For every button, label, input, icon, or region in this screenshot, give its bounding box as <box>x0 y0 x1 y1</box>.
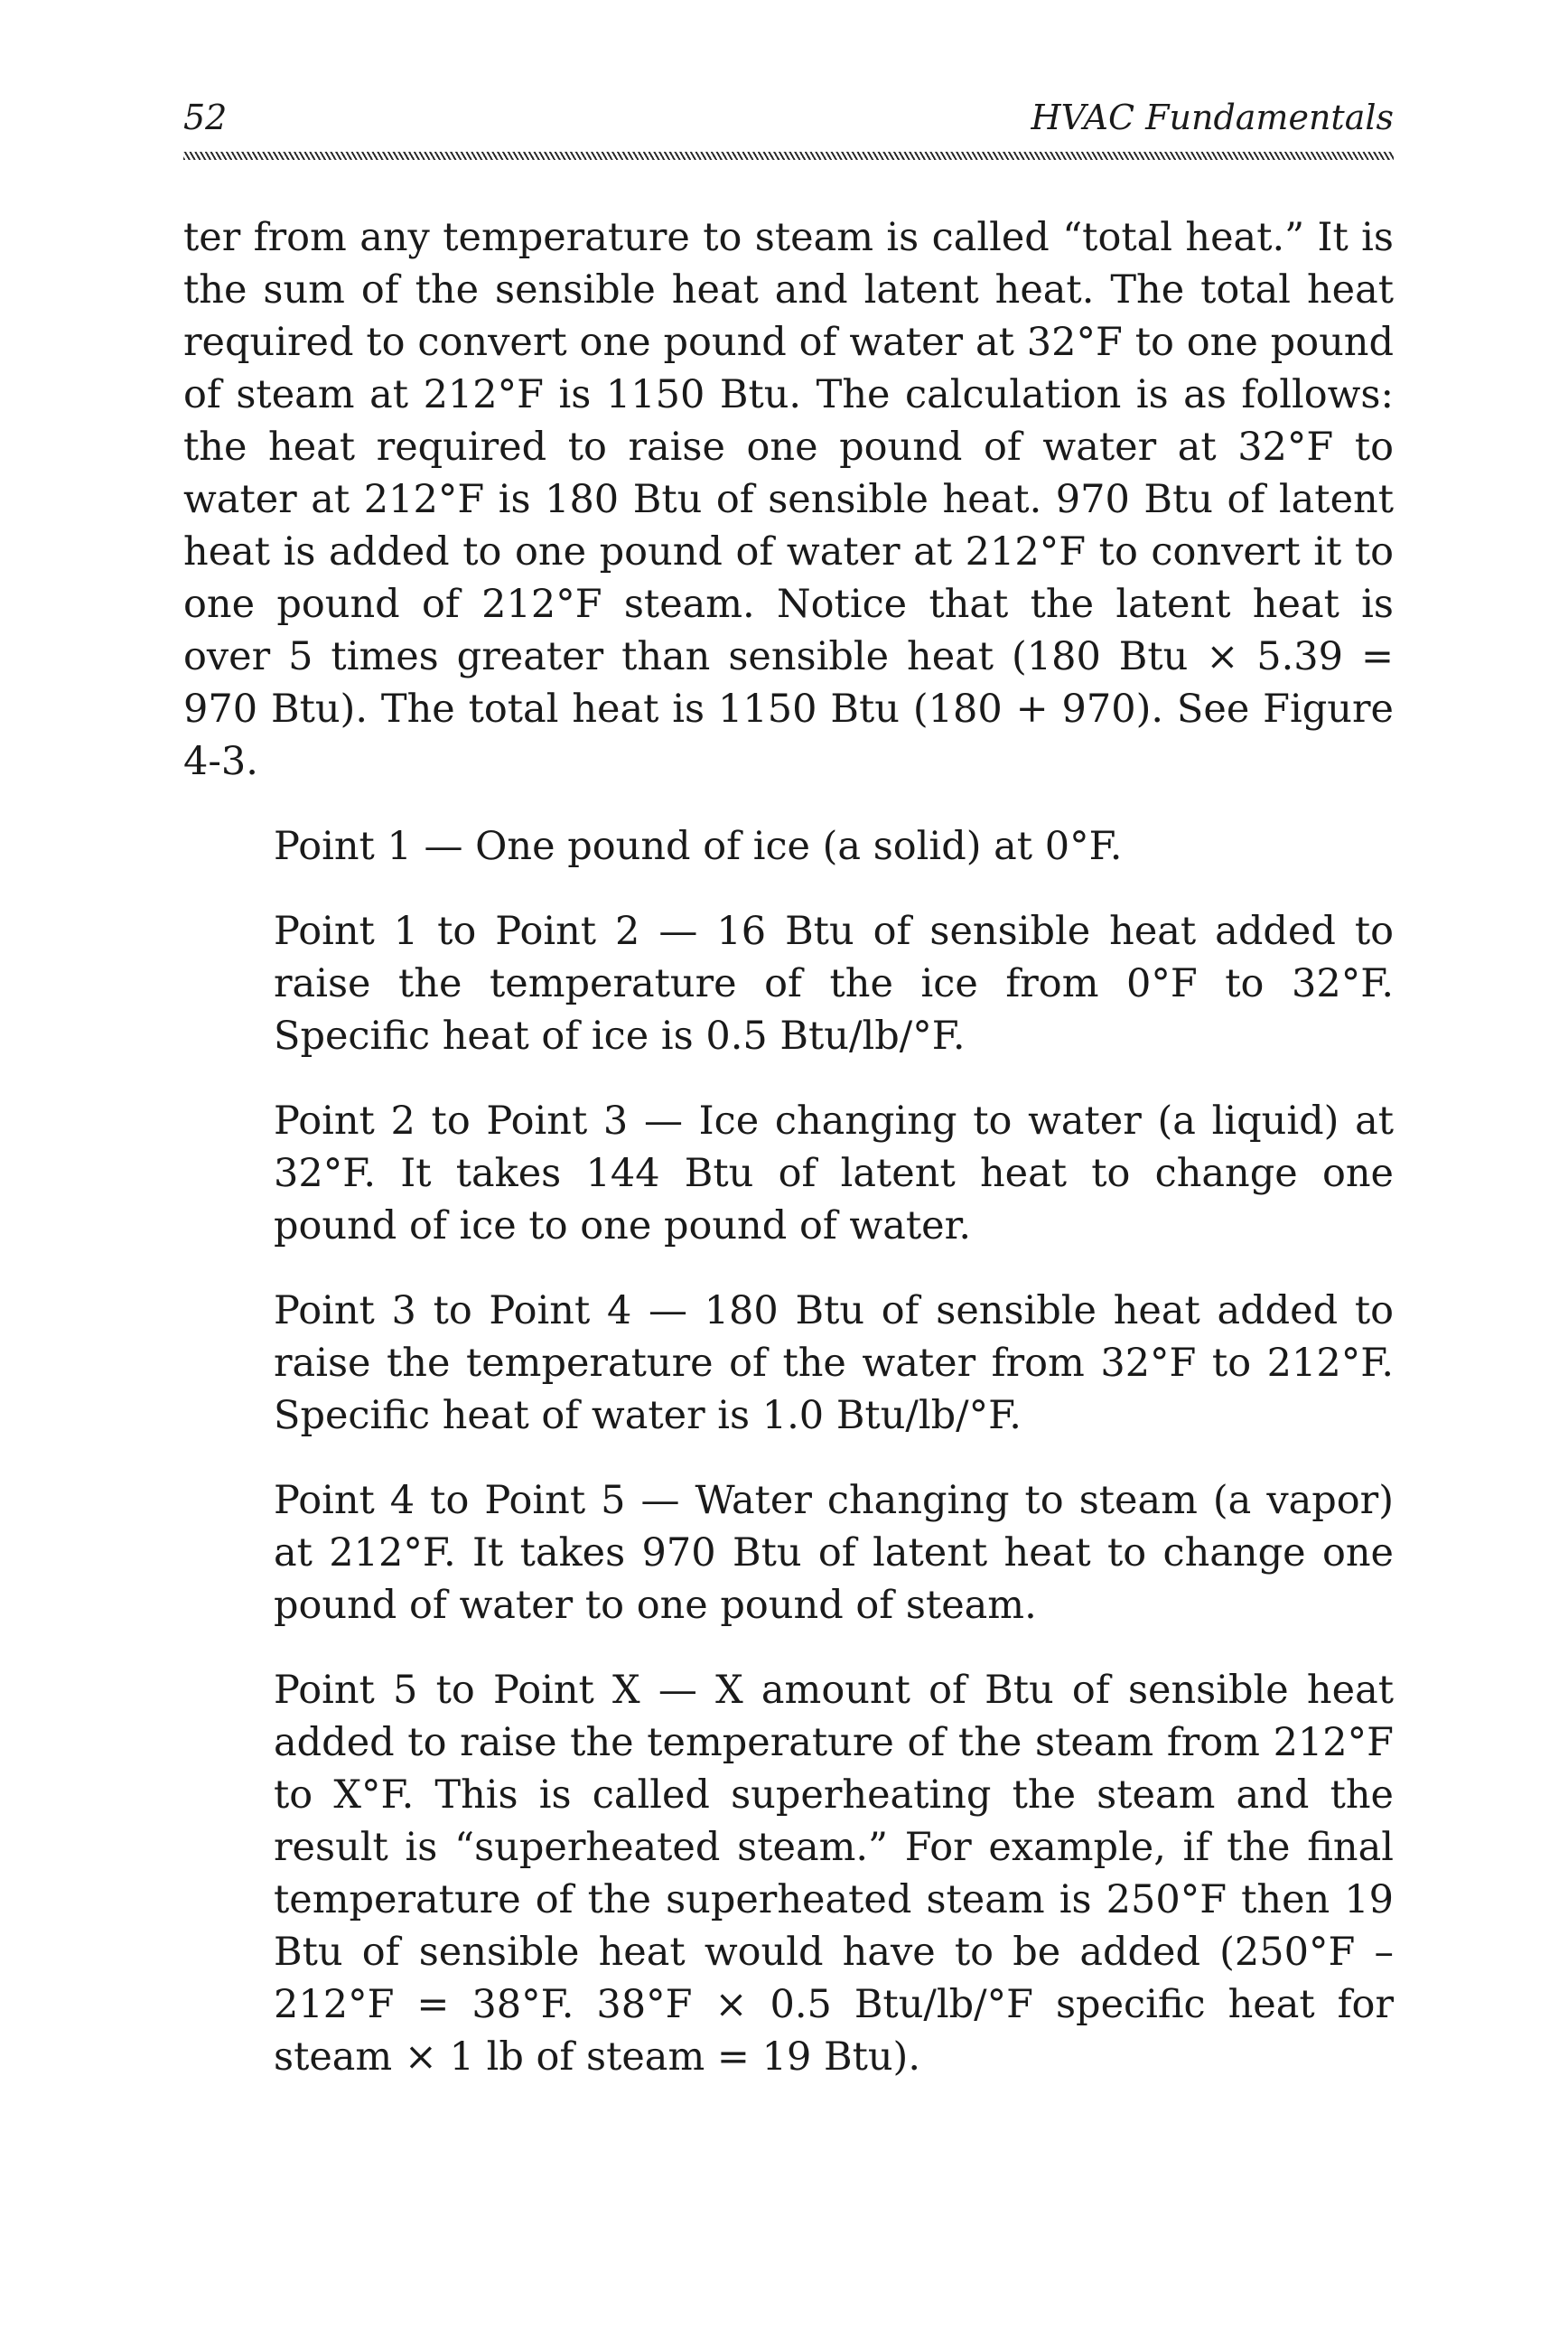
point-item-4-to-5: Point 4 to Point 5 — Water changing to steam (a vapor) at 212°F. It takes 970 Btu of latent heat to change one pound of water to one pound of steam. <box>274 1478 1394 1628</box>
page-number: 52 <box>183 98 228 137</box>
point-item-5-to-x: Point 5 to Point X — X amount of Btu of sensible heat added to raise the temperature of the steam from 212°F to X°F. This is called superheating the steam and the result is “superheated steam.” For example, if the final temperature of the superheated steam is 250°F then 19 Btu of sensible heat would have to be added (250°F – 212°F = 38°F. 38°F × 0.5 Btu/lb/°F specific heat for steam × 1 lb of steam = 19 Btu). <box>274 1668 1394 2080</box>
point-item-3-to-4: Point 3 to Point 4 — 180 Btu of sensible heat added to raise the temperature of the water from 32°F to 212°F. Specific heat of water is 1.0 Btu/lb/°F. <box>274 1288 1394 1438</box>
running-head: HVAC Fundamentals <box>1031 98 1394 137</box>
point-item-1-to-2: Point 1 to Point 2 — 16 Btu of sensible heat added to raise the temperature of the ice from 0°F to 32°F. Specific heat of ice is 0.5 Btu/lb/°F. <box>274 909 1394 1059</box>
point-item-1: Point 1 — One pound of ice (a solid) at 0°F. <box>274 824 1123 869</box>
header-rule <box>183 152 1394 160</box>
intro-paragraph: ter from any temperature to steam is called “total heat.” It is the sum of the sensible heat and latent heat. The total heat required to convert one pound of water at 32°F to one pound of steam at 212°F is 1150 Btu. The calculation is as follows: the heat required to raise one pound of water at 32°F to water at 212°F is 180 Btu of sensible heat. 970 Btu of latent heat is added to one pound of water at 212°F to convert it to one pound of 212°F steam. Notice that the latent heat is over 5 times greater than sensible heat (180 Btu × 5.39 = 970 Btu). The total heat is 1150 Btu (180 + 970). See Figure 4-3. <box>183 215 1394 784</box>
point-list <box>183 820 1394 2083</box>
point-item-2-to-3: Point 2 to Point 3 — Ice changing to water (a liquid) at 32°F. It takes 144 Btu of latent heat to change one pound of ice to one pound of water. <box>274 1099 1394 1248</box>
body-text <box>183 211 1394 2116</box>
